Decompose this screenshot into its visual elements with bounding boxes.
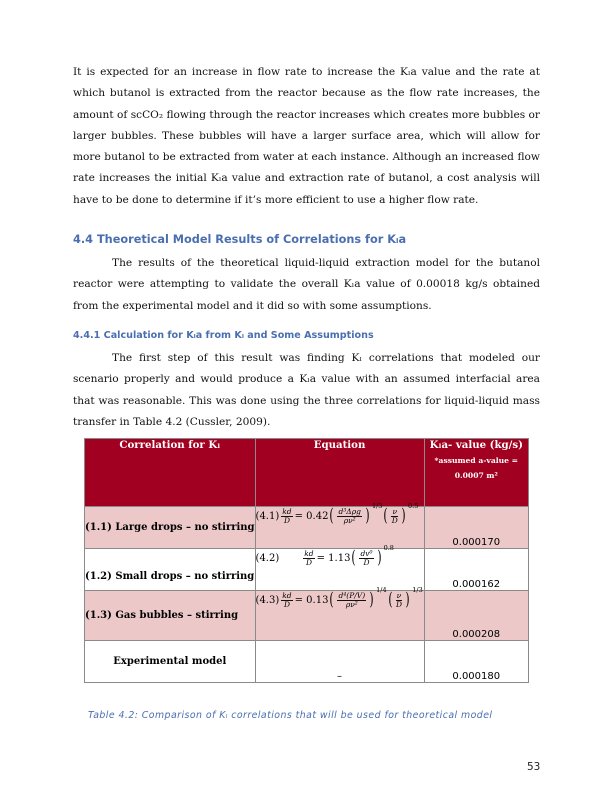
table-row — [85, 549, 529, 591]
paragraph-text: The results of the theoretical liquid-liquid extraction model for the butanol reactor were attempting to validate the overall Kₗa value of 0.00018 kg/s obtained from the experimental model and it did so with some assumptions. — [73, 257, 540, 312]
page-number: 53 — [527, 761, 541, 773]
fraction: $\frac{kd}{D}$ — [282, 506, 292, 525]
header-correlation: Correlation for Kₗ — [85, 439, 256, 507]
paragraph-text: It is expected for an increase in flow rate to increase the Kₗa value and the rate at which butanol is extracted from the reactor because as the flow rate increases, the amount of scCO₂ flowing through the reactor increases which creates more bubbles or larger bubbles. These bubbles will have a larger surface area, which will allow for more butanol to be extracted from water at each instance. Although an increased flow rate increases the initial Kₗa value and extraction rate of butanol, a cost analysis will have to be done to determine if it’s more efficient to use a higher flow rate. — [73, 66, 540, 206]
header-equation: Equation — [255, 439, 424, 507]
body-paragraph-flow-rate — [73, 62, 540, 211]
kla-value: 0.000170 — [424, 507, 528, 549]
paragraph-text: The first step of this result was finding Kₗ correlations that modeled our scenario properly and would produce a Kₗa value with an assumed interfacial area that was reasonable. This was done using the three correlations for liquid-liquid mass transfer in Table 4.2 (Cussler, 2009). — [73, 352, 540, 428]
correlation-name: (1.3) Gas bubbles – stirring — [85, 591, 256, 641]
equation-label: (4.2) — [255, 552, 280, 564]
header-value-note-area: 0.0007 m² — [454, 471, 498, 480]
equation-coefficient: = 0.13 — [294, 594, 329, 606]
correlation-table — [84, 438, 529, 683]
kla-value: 0.000180 — [424, 641, 528, 683]
equation-cell — [255, 544, 424, 591]
section-heading: 4.4 Theoretical Model Results of Correlations for Kₗa — [73, 233, 407, 246]
body-paragraph-correlations — [73, 348, 540, 433]
header-value-note: *assumed a-value = — [434, 456, 518, 465]
equation-4-1: (4.1) $\frac{kd}{D}$ = 0.42 ( $\frac{\text{d³Δρg}}{\text{ρν²}}$ ) 1/3 ( $\frac{\nu}{D}$ ) 0.5 — [255, 502, 419, 526]
table-row — [85, 507, 529, 549]
kla-value: 0.000208 — [424, 591, 528, 641]
equation-coefficient: = 1.13 — [316, 552, 351, 564]
kla-value: 0.000162 — [424, 549, 528, 591]
equation-cell — [255, 502, 424, 549]
table-header-row — [85, 439, 529, 507]
equation-cell: – — [255, 641, 424, 683]
table-caption: Table 4.2: Comparison of Kₗ correlations that will be used for theoretical model — [88, 710, 493, 721]
subsection-heading: 4.4.1 Calculation for Kₗa from Kₗ and Some Assumptions — [73, 330, 374, 341]
correlation-name: Experimental model — [85, 641, 256, 683]
table-row — [85, 591, 529, 641]
body-paragraph-theoretical-model — [73, 253, 540, 317]
equation-4-2: (4.2) $\frac{kd}{D}$ = 1.13 ( $\frac{\text{dv⁰}}{D}$ ) 0.8 — [255, 544, 394, 568]
equation-label: (4.3) — [255, 594, 280, 606]
equation-cell — [255, 586, 424, 641]
equation-coefficient: = 0.42 — [294, 510, 329, 522]
header-value — [424, 439, 528, 507]
correlation-name: (1.2) Small drops – no stirring — [85, 549, 256, 591]
equation-label: (4.1) — [255, 510, 280, 522]
correlation-name: (1.1) Large drops – no stirring — [85, 507, 256, 549]
table-row — [85, 641, 529, 683]
header-value-label: Kₗa- value (kg/s) — [429, 439, 523, 451]
equation-4-3: (4.3) $\frac{kd}{D}$ = 0.13 ( $\frac{\text{d⁴(P/V)}}{\text{ρν²}}$ ) 1/4 ( $\frac{\nu}{D}$ ) 1/3 — [255, 586, 423, 610]
